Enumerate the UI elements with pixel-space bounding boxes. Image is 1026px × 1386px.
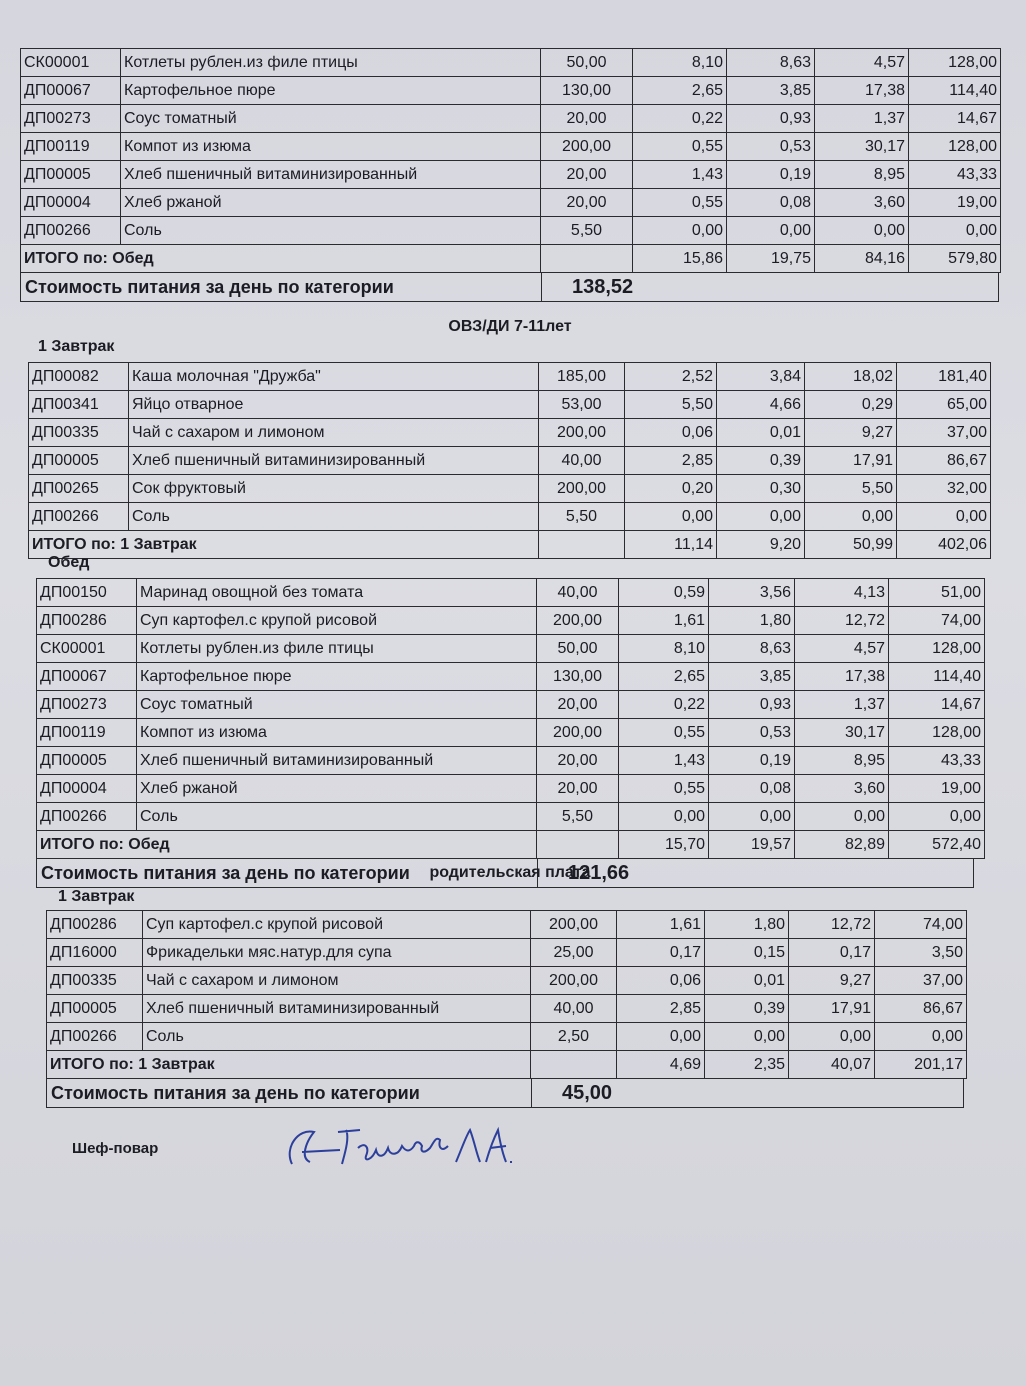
table-row xyxy=(29,419,991,447)
energy-cell: 14,67 xyxy=(909,105,1001,133)
table-row xyxy=(21,77,1001,105)
protein-cell: 5,50 xyxy=(625,391,717,419)
energy-cell: 74,00 xyxy=(875,911,967,939)
fat-cell: 3,84 xyxy=(717,363,805,391)
protein-cell: 0,55 xyxy=(619,719,709,747)
chef-label: Шеф-повар xyxy=(72,1140,159,1157)
item-name-cell: Яйцо отварное xyxy=(129,391,539,419)
total-row xyxy=(37,831,985,859)
protein-cell: 0,00 xyxy=(617,1023,705,1051)
table-row xyxy=(21,161,1001,189)
protein-cell: 0,59 xyxy=(619,579,709,607)
item-name-cell: Чай с сахаром и лимоном xyxy=(129,419,539,447)
lunch-table-ovz xyxy=(36,578,985,859)
energy-cell: 128,00 xyxy=(909,49,1001,77)
total-f-cell: 19,75 xyxy=(727,245,815,273)
fat-cell: 8,63 xyxy=(709,635,795,663)
item-qty-cell: 200,00 xyxy=(531,967,617,995)
block-lunch-general xyxy=(20,48,1001,302)
table-row xyxy=(47,911,967,939)
item-code-cell: ДП00005 xyxy=(21,161,121,189)
carb-cell: 4,57 xyxy=(815,49,909,77)
carb-cell: 1,37 xyxy=(795,691,889,719)
table-row xyxy=(47,939,967,967)
total-p-cell: 15,86 xyxy=(633,245,727,273)
total-label: ИТОГО по: Обед xyxy=(21,245,541,273)
item-qty-cell: 200,00 xyxy=(539,419,625,447)
item-code-cell: ДП16000 xyxy=(47,939,143,967)
carb-cell: 3,60 xyxy=(795,775,889,803)
section-title-lunch: Обед xyxy=(48,554,90,571)
item-qty-cell: 200,00 xyxy=(541,133,633,161)
energy-cell: 19,00 xyxy=(889,775,985,803)
fat-cell: 0,00 xyxy=(709,803,795,831)
fat-cell: 0,15 xyxy=(705,939,789,967)
item-code-cell: ДП00005 xyxy=(37,747,137,775)
item-code-cell: ДП00005 xyxy=(47,995,143,1023)
fat-cell: 4,66 xyxy=(717,391,805,419)
table-row xyxy=(37,579,985,607)
item-name-cell: Маринад овощной без томата xyxy=(137,579,537,607)
item-qty-cell: 20,00 xyxy=(537,691,619,719)
item-qty-cell: 130,00 xyxy=(541,77,633,105)
item-name-cell: Компот из изюма xyxy=(137,719,537,747)
item-name-cell: Картофельное пюре xyxy=(121,77,541,105)
carb-cell: 4,13 xyxy=(795,579,889,607)
fat-cell: 3,85 xyxy=(709,663,795,691)
item-code-cell: ДП00266 xyxy=(21,217,121,245)
energy-cell: 51,00 xyxy=(889,579,985,607)
table-row xyxy=(37,775,985,803)
item-code-cell: ДП00273 xyxy=(37,691,137,719)
energy-cell: 37,00 xyxy=(897,419,991,447)
item-code-cell: ДП00067 xyxy=(21,77,121,105)
carb-cell: 8,95 xyxy=(795,747,889,775)
item-qty-cell: 50,00 xyxy=(537,635,619,663)
item-qty-cell: 200,00 xyxy=(539,475,625,503)
lunch-table-1 xyxy=(20,48,1001,273)
protein-cell: 1,43 xyxy=(619,747,709,775)
item-name-cell: Суп картофел.с крупой рисовой xyxy=(137,607,537,635)
item-name-cell: Фрикадельки мяс.натур.для супа xyxy=(143,939,531,967)
carb-cell: 17,91 xyxy=(805,447,897,475)
item-qty-cell: 20,00 xyxy=(541,105,633,133)
protein-cell: 0,55 xyxy=(633,189,727,217)
table-row xyxy=(29,475,991,503)
item-name-cell: Соус томатный xyxy=(121,105,541,133)
category-title-ovz: ОВЗ/ДИ 7-11лет xyxy=(448,318,572,335)
breakfast-table-parent xyxy=(46,910,967,1079)
carb-cell: 4,57 xyxy=(795,635,889,663)
protein-cell: 0,22 xyxy=(633,105,727,133)
carb-cell: 8,95 xyxy=(815,161,909,189)
item-code-cell: ДП00266 xyxy=(37,803,137,831)
item-name-cell: Хлеб ржаной xyxy=(137,775,537,803)
protein-cell: 8,10 xyxy=(633,49,727,77)
table-row xyxy=(29,363,991,391)
item-name-cell: Котлеты рублен.из филе птицы xyxy=(121,49,541,77)
energy-cell: 86,67 xyxy=(897,447,991,475)
carb-cell: 0,17 xyxy=(789,939,875,967)
block-lunch-ovz xyxy=(36,578,985,888)
fat-cell: 0,19 xyxy=(727,161,815,189)
carb-cell: 0,00 xyxy=(805,503,897,531)
energy-cell: 0,00 xyxy=(897,503,991,531)
item-qty-cell: 2,50 xyxy=(531,1023,617,1051)
energy-cell: 43,33 xyxy=(909,161,1001,189)
daily-cost-row xyxy=(20,273,999,302)
item-qty-cell: 25,00 xyxy=(531,939,617,967)
total-row xyxy=(29,531,991,559)
chef-signature xyxy=(280,1118,520,1178)
item-qty-cell: 200,00 xyxy=(537,719,619,747)
fat-cell: 0,53 xyxy=(727,133,815,161)
item-name-cell: Соль xyxy=(137,803,537,831)
fat-cell: 0,39 xyxy=(705,995,789,1023)
item-code-cell: СК00001 xyxy=(37,635,137,663)
carb-cell: 17,38 xyxy=(815,77,909,105)
total-label: ИТОГО по: 1 Завтрак xyxy=(47,1051,531,1079)
total-c-cell: 40,07 xyxy=(789,1051,875,1079)
table-row xyxy=(21,217,1001,245)
table-row xyxy=(37,691,985,719)
table-row xyxy=(47,967,967,995)
energy-cell: 181,40 xyxy=(897,363,991,391)
daily-cost-value: 138,52 xyxy=(541,273,992,301)
item-name-cell: Соль xyxy=(129,503,539,531)
section-title-breakfast-parent: 1 Завтрак xyxy=(58,888,135,905)
energy-cell: 19,00 xyxy=(909,189,1001,217)
item-code-cell: ДП00266 xyxy=(29,503,129,531)
protein-cell: 8,10 xyxy=(619,635,709,663)
total-qty-empty xyxy=(537,831,619,859)
item-qty-cell: 20,00 xyxy=(537,747,619,775)
fat-cell: 0,53 xyxy=(709,719,795,747)
protein-cell: 0,17 xyxy=(617,939,705,967)
total-c-cell: 82,89 xyxy=(795,831,889,859)
item-qty-cell: 200,00 xyxy=(537,607,619,635)
total-c-cell: 84,16 xyxy=(815,245,909,273)
total-kcal-cell: 572,40 xyxy=(889,831,985,859)
item-qty-cell: 200,00 xyxy=(531,911,617,939)
total-row xyxy=(47,1051,967,1079)
item-code-cell: ДП00265 xyxy=(29,475,129,503)
table-row xyxy=(47,995,967,1023)
daily-cost-label-parent: Стоимость питания за день по категории xyxy=(51,1082,420,1103)
protein-cell: 0,55 xyxy=(633,133,727,161)
table-row xyxy=(37,803,985,831)
fat-cell: 0,01 xyxy=(717,419,805,447)
item-qty-cell: 5,50 xyxy=(539,503,625,531)
total-kcal-cell: 201,17 xyxy=(875,1051,967,1079)
fat-cell: 0,19 xyxy=(709,747,795,775)
item-name-cell: Картофельное пюре xyxy=(137,663,537,691)
total-f-cell: 2,35 xyxy=(705,1051,789,1079)
energy-cell: 0,00 xyxy=(889,803,985,831)
table-row xyxy=(37,607,985,635)
daily-cost-value-parent: 45,00 xyxy=(531,1079,942,1107)
fat-cell: 1,80 xyxy=(705,911,789,939)
item-code-cell: ДП00067 xyxy=(37,663,137,691)
energy-cell: 114,40 xyxy=(909,77,1001,105)
total-qty-empty xyxy=(531,1051,617,1079)
table-row xyxy=(47,1023,967,1051)
daily-cost-label: Стоимость питания за день по категории xyxy=(25,276,394,297)
fat-cell: 3,56 xyxy=(709,579,795,607)
item-qty-cell: 20,00 xyxy=(541,161,633,189)
item-name-cell: Компот из изюма xyxy=(121,133,541,161)
total-f-cell: 19,57 xyxy=(709,831,795,859)
item-code-cell: ДП00150 xyxy=(37,579,137,607)
energy-cell: 32,00 xyxy=(897,475,991,503)
item-qty-cell: 50,00 xyxy=(541,49,633,77)
protein-cell: 0,06 xyxy=(625,419,717,447)
item-code-cell: ДП00335 xyxy=(29,419,129,447)
fat-cell: 0,93 xyxy=(727,105,815,133)
carb-cell: 5,50 xyxy=(805,475,897,503)
item-name-cell: Соль xyxy=(121,217,541,245)
item-qty-cell: 40,00 xyxy=(539,447,625,475)
item-qty-cell: 40,00 xyxy=(531,995,617,1023)
block-breakfast-ovz xyxy=(28,362,991,559)
protein-cell: 1,61 xyxy=(619,607,709,635)
protein-cell: 1,61 xyxy=(617,911,705,939)
item-code-cell: ДП00119 xyxy=(37,719,137,747)
protein-cell: 0,06 xyxy=(617,967,705,995)
table-row xyxy=(29,503,991,531)
daily-cost-label-ovz: Стоимость питания за день по категории xyxy=(41,862,410,883)
fat-cell: 8,63 xyxy=(727,49,815,77)
block-breakfast-parent xyxy=(46,910,967,1108)
carb-cell: 17,91 xyxy=(789,995,875,1023)
item-qty-cell: 53,00 xyxy=(539,391,625,419)
table-row xyxy=(21,105,1001,133)
breakfast-table-ovz xyxy=(28,362,991,559)
item-qty-cell: 5,50 xyxy=(537,803,619,831)
item-name-cell: Соль xyxy=(143,1023,531,1051)
section-title-breakfast-1: 1 Завтрак xyxy=(38,338,115,355)
total-label: ИТОГО по: Обед xyxy=(37,831,537,859)
category-title-parent-fee: родительская плата xyxy=(429,864,591,881)
fat-cell: 0,00 xyxy=(727,217,815,245)
item-name-cell: Хлеб пшеничный витаминизированный xyxy=(121,161,541,189)
carb-cell: 17,38 xyxy=(795,663,889,691)
item-name-cell: Суп картофел.с крупой рисовой xyxy=(143,911,531,939)
item-code-cell: ДП00266 xyxy=(47,1023,143,1051)
fat-cell: 0,39 xyxy=(717,447,805,475)
item-name-cell: Каша молочная "Дружба" xyxy=(129,363,539,391)
table-row xyxy=(37,719,985,747)
total-f-cell: 9,20 xyxy=(717,531,805,559)
total-row xyxy=(21,245,1001,273)
carb-cell: 0,29 xyxy=(805,391,897,419)
item-code-cell: ДП00005 xyxy=(29,447,129,475)
fat-cell: 0,00 xyxy=(705,1023,789,1051)
item-code-cell: ДП00119 xyxy=(21,133,121,161)
protein-cell: 0,00 xyxy=(633,217,727,245)
daily-cost-row-parent xyxy=(46,1079,964,1108)
protein-cell: 1,43 xyxy=(633,161,727,189)
total-qty-empty xyxy=(541,245,633,273)
protein-cell: 0,20 xyxy=(625,475,717,503)
fat-cell: 0,93 xyxy=(709,691,795,719)
fat-cell: 0,00 xyxy=(717,503,805,531)
energy-cell: 86,67 xyxy=(875,995,967,1023)
protein-cell: 0,00 xyxy=(619,803,709,831)
daily-cost-value-ovz: 121,66 xyxy=(537,859,968,887)
protein-cell: 0,22 xyxy=(619,691,709,719)
fat-cell: 3,85 xyxy=(727,77,815,105)
item-code-cell: ДП00004 xyxy=(21,189,121,217)
item-qty-cell: 185,00 xyxy=(539,363,625,391)
item-qty-cell: 20,00 xyxy=(541,189,633,217)
total-label: ИТОГО по: 1 Завтрак xyxy=(29,531,539,559)
energy-cell: 14,67 xyxy=(889,691,985,719)
fat-cell: 0,08 xyxy=(709,775,795,803)
carb-cell: 0,00 xyxy=(795,803,889,831)
carb-cell: 12,72 xyxy=(795,607,889,635)
item-qty-cell: 20,00 xyxy=(537,775,619,803)
protein-cell: 0,00 xyxy=(625,503,717,531)
energy-cell: 0,00 xyxy=(875,1023,967,1051)
item-code-cell: ДП00004 xyxy=(37,775,137,803)
energy-cell: 3,50 xyxy=(875,939,967,967)
energy-cell: 0,00 xyxy=(909,217,1001,245)
carb-cell: 9,27 xyxy=(789,967,875,995)
table-row xyxy=(21,49,1001,77)
carb-cell: 0,00 xyxy=(815,217,909,245)
energy-cell: 128,00 xyxy=(889,635,985,663)
table-row xyxy=(21,133,1001,161)
total-qty-empty xyxy=(539,531,625,559)
carb-cell: 18,02 xyxy=(805,363,897,391)
item-code-cell: ДП00273 xyxy=(21,105,121,133)
fat-cell: 0,08 xyxy=(727,189,815,217)
energy-cell: 128,00 xyxy=(909,133,1001,161)
table-row xyxy=(37,663,985,691)
energy-cell: 37,00 xyxy=(875,967,967,995)
carb-cell: 0,00 xyxy=(789,1023,875,1051)
carb-cell: 30,17 xyxy=(795,719,889,747)
total-p-cell: 11,14 xyxy=(625,531,717,559)
energy-cell: 74,00 xyxy=(889,607,985,635)
energy-cell: 65,00 xyxy=(897,391,991,419)
total-c-cell: 50,99 xyxy=(805,531,897,559)
energy-cell: 43,33 xyxy=(889,747,985,775)
item-qty-cell: 130,00 xyxy=(537,663,619,691)
protein-cell: 2,85 xyxy=(617,995,705,1023)
fat-cell: 0,01 xyxy=(705,967,789,995)
item-name-cell: Чай с сахаром и лимоном xyxy=(143,967,531,995)
carb-cell: 9,27 xyxy=(805,419,897,447)
item-code-cell: ДП00286 xyxy=(47,911,143,939)
protein-cell: 2,65 xyxy=(619,663,709,691)
item-code-cell: ДП00341 xyxy=(29,391,129,419)
item-code-cell: ДП00335 xyxy=(47,967,143,995)
protein-cell: 2,85 xyxy=(625,447,717,475)
total-kcal-cell: 579,80 xyxy=(909,245,1001,273)
item-qty-cell: 40,00 xyxy=(537,579,619,607)
item-name-cell: Соус томатный xyxy=(137,691,537,719)
item-name-cell: Хлеб пшеничный витаминизированный xyxy=(137,747,537,775)
total-p-cell: 15,70 xyxy=(619,831,709,859)
carb-cell: 3,60 xyxy=(815,189,909,217)
item-code-cell: ДП00286 xyxy=(37,607,137,635)
fat-cell: 0,30 xyxy=(717,475,805,503)
energy-cell: 128,00 xyxy=(889,719,985,747)
energy-cell: 114,40 xyxy=(889,663,985,691)
total-kcal-cell: 402,06 xyxy=(897,531,991,559)
item-name-cell: Хлеб пшеничный витаминизированный xyxy=(129,447,539,475)
carb-cell: 30,17 xyxy=(815,133,909,161)
item-name-cell: Сок фруктовый xyxy=(129,475,539,503)
item-name-cell: Котлеты рублен.из филе птицы xyxy=(137,635,537,663)
table-row xyxy=(29,447,991,475)
item-code-cell: СК00001 xyxy=(21,49,121,77)
total-p-cell: 4,69 xyxy=(617,1051,705,1079)
table-row xyxy=(29,391,991,419)
carb-cell: 1,37 xyxy=(815,105,909,133)
table-row xyxy=(21,189,1001,217)
item-code-cell: ДП00082 xyxy=(29,363,129,391)
item-name-cell: Хлеб пшеничный витаминизированный xyxy=(143,995,531,1023)
protein-cell: 0,55 xyxy=(619,775,709,803)
table-row xyxy=(37,747,985,775)
protein-cell: 2,52 xyxy=(625,363,717,391)
table-row xyxy=(37,635,985,663)
item-name-cell: Хлеб ржаной xyxy=(121,189,541,217)
protein-cell: 2,65 xyxy=(633,77,727,105)
carb-cell: 12,72 xyxy=(789,911,875,939)
fat-cell: 1,80 xyxy=(709,607,795,635)
item-qty-cell: 5,50 xyxy=(541,217,633,245)
